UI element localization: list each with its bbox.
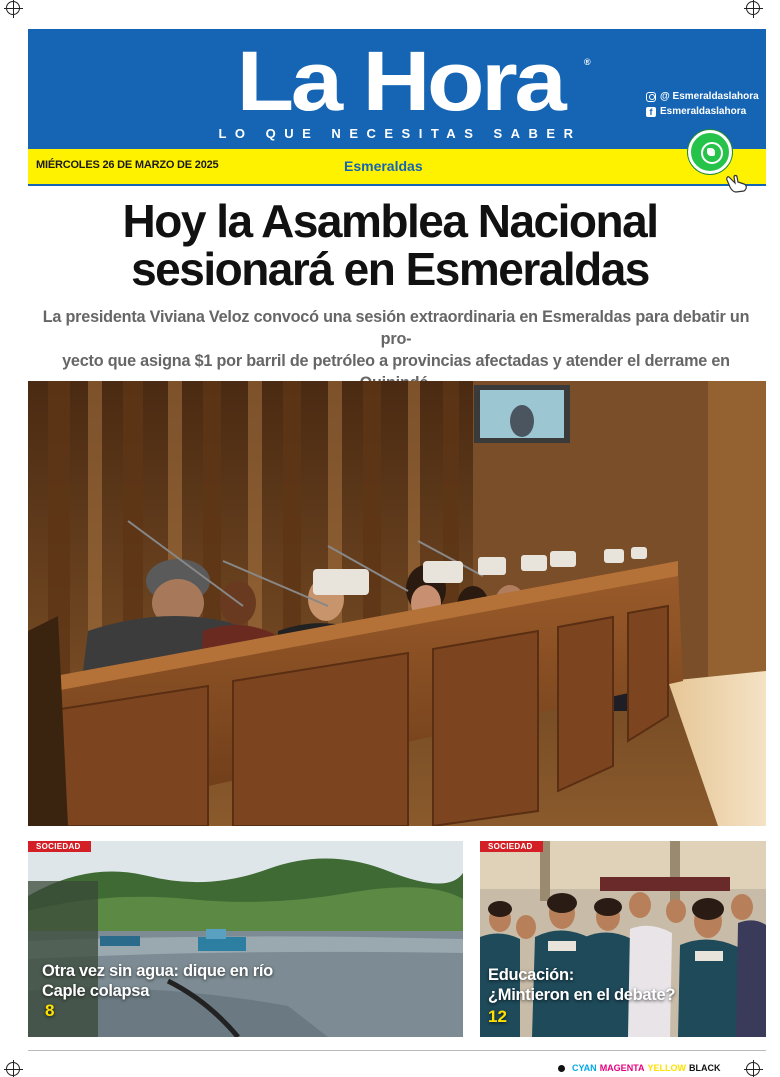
- story-tag-river: SOCIEDAD: [28, 841, 91, 852]
- story-title-river-line2: Caple colapsa: [42, 982, 150, 1000]
- cmyk-black: BLACK: [689, 1063, 721, 1073]
- story-title-education-line2: ¿Mintieron en el debate?: [488, 986, 676, 1004]
- lead-photo-assembly[interactable]: [28, 381, 766, 826]
- story-card-river[interactable]: [28, 841, 463, 1037]
- lead-deck-line2: yecto que asigna $1 por barril de petróleo a provincias afectadas y atender el derrame en: [62, 352, 730, 370]
- story-title-education: [488, 965, 675, 1005]
- lead-deck-line1: La presidenta Viviana Veloz convocó una sesión extraordinaria en Esmeraldas para debatir un pro-: [42, 308, 750, 348]
- story-tag-education: SOCIEDAD: [480, 841, 543, 852]
- story-title-education-line1: Educación:: [488, 966, 574, 984]
- cmyk-magenta: MAGENTA: [599, 1063, 645, 1073]
- registration-mark-top-right: [746, 1, 760, 15]
- story-card-education[interactable]: [480, 841, 766, 1037]
- lead-headline-line1: Hoy la Asamblea Nacional: [122, 195, 658, 247]
- registration-mark-bottom-right: [746, 1062, 760, 1076]
- facebook-link[interactable]: [646, 106, 746, 117]
- river-photo: [28, 841, 463, 1037]
- whatsapp-icon[interactable]: [688, 130, 732, 174]
- tagline: LO QUE NECESITAS SABER: [218, 126, 582, 141]
- bottom-rule: [28, 1050, 766, 1051]
- masthead: [28, 29, 766, 186]
- cmyk-cyan: CYAN: [572, 1063, 597, 1073]
- logo[interactable]: La Hora: [236, 34, 564, 128]
- story-title-river: [42, 961, 273, 1001]
- facebook-icon: f: [646, 107, 656, 117]
- students-photo: [480, 841, 766, 1037]
- facebook-handle: Esmeraldaslahora: [660, 106, 747, 117]
- cmyk-yellow: YELLOW: [647, 1063, 687, 1073]
- instagram-handle: @ Esmeraldaslahora: [660, 91, 759, 102]
- instagram-link[interactable]: [646, 91, 759, 102]
- registration-mark-bottom-left: [6, 1062, 20, 1076]
- pointer-hand-icon: [726, 173, 748, 193]
- story-page-river: 8: [45, 1001, 55, 1020]
- registration-mark-top-left: [6, 1, 20, 15]
- lead-headline-line2: sesionará en Esmeraldas: [131, 243, 649, 295]
- registration-dot-icon: [558, 1065, 565, 1072]
- section-name: Esmeraldas: [344, 158, 423, 174]
- story-page-education: 12: [488, 1007, 507, 1026]
- cmyk-color-bar: [558, 1063, 721, 1073]
- lead-headline[interactable]: [30, 197, 750, 293]
- instagram-icon: [646, 92, 656, 102]
- story-title-river-line1: Otra vez sin agua: dique en río: [42, 962, 273, 980]
- issue-date: MIÉRCOLES 26 DE MARZO DE 2025: [36, 159, 219, 171]
- registered-mark: ®: [584, 57, 591, 67]
